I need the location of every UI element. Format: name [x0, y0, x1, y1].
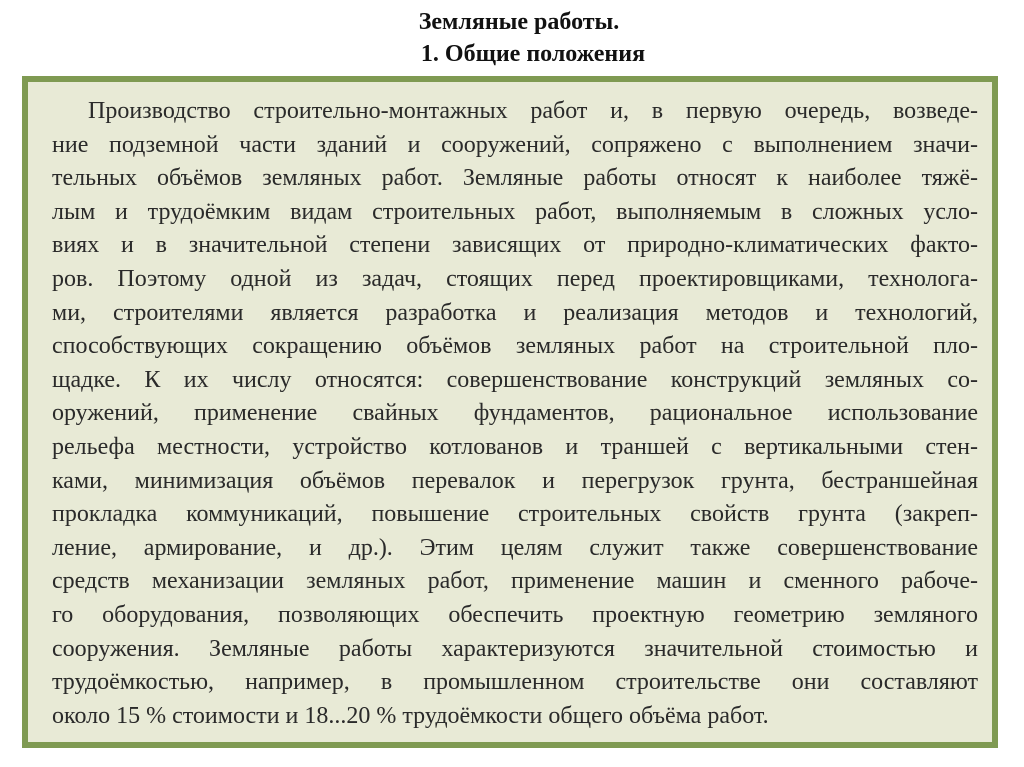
body-line: ление, армирование, и др.). Этим целям служит также совершенствование [52, 534, 978, 561]
body-line: ров. Поэтому одной из задач, стоящих перед проектировщиками, технолога- [52, 265, 978, 292]
body-line: трудоёмкостью, например, в промышленном строительстве они составляют [52, 669, 978, 696]
body-line: ками, минимизация объёмов перевалок и перегрузок грунта, бестраншейная [52, 467, 978, 494]
body-line: щадке. К их числу относятся: совершенствование конструкций земляных со- [52, 366, 978, 393]
body-line: средств механизации земляных работ, применение машин и сменного рабоче- [52, 568, 978, 595]
body-line: оружений, применение свайных фундаментов, рациональное использование [52, 400, 978, 427]
body-line: способствующих сокращению объёмов земляных работ на строительной пло- [52, 333, 978, 360]
body-line: ние подземной части зданий и сооружений, сопряжено с выполнением значи- [52, 131, 978, 158]
body-line: Производство строительно-монтажных работ и, в первую очередь, возведе- [88, 98, 978, 124]
title-line-2: 1. Общие положения [420, 41, 646, 67]
body-line: прокладка коммуникаций, повышение строительных свойств грунта (закреп- [52, 501, 978, 528]
body-line: тельных объёмов земляных работ. Земляные работы относят к наиболее тяжё- [52, 165, 978, 192]
body-line: рельефа местности, устройство котлованов и траншей с вертикальными стен- [52, 433, 978, 460]
body-line: лым и трудоёмким видам строительных работ, выполняемым в сложных усло- [52, 198, 978, 225]
body-text-box [22, 76, 998, 748]
body-line: около 15 % стоимости и 18...20 % трудоёмкости общего объёма работ. [52, 702, 769, 729]
body-line: виях и в значительной степени зависящих от природно-климатических факто- [52, 232, 978, 259]
body-line: го оборудования, позволяющих обеспечить проектную геометрию земляного [52, 601, 978, 628]
title-line-1: Земляные работы. [418, 9, 620, 35]
body-paragraph [52, 95, 978, 733]
slide-title [0, 6, 1024, 70]
body-line: сооружения. Земляные работы характеризуются значительной стоимостью и [52, 635, 978, 662]
body-line: ми, строителями является разработка и реализация методов и технологий, [52, 299, 978, 326]
